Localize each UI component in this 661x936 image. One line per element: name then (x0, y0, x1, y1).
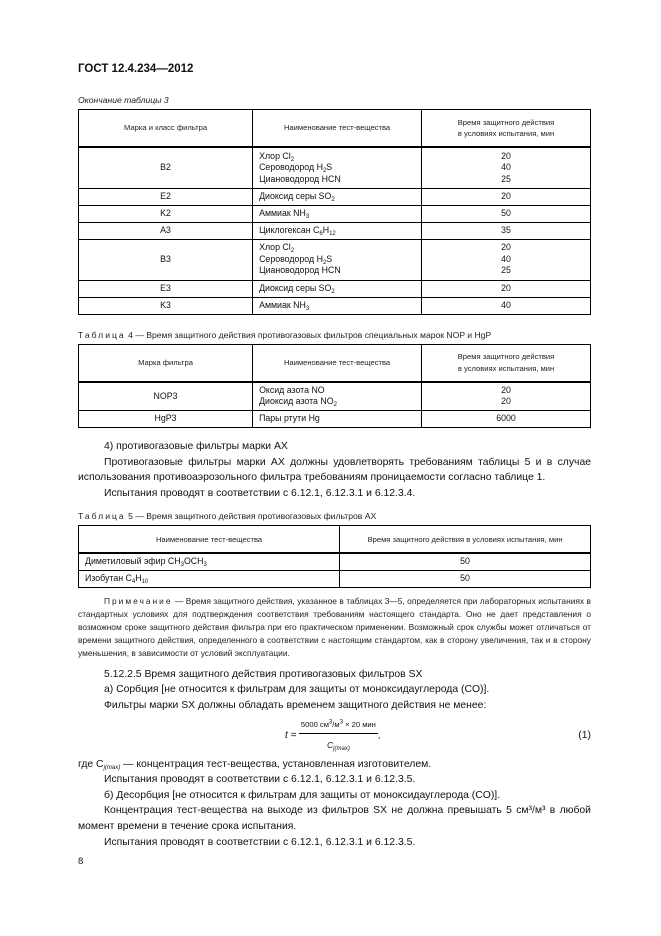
header-line: в условиях испытания, мин (457, 363, 555, 373)
header-line: Марка и класс фильтра (124, 123, 208, 133)
document-page (78, 0, 591, 868)
time-cell (422, 205, 591, 222)
substance (259, 265, 341, 275)
substance-cell (79, 570, 340, 587)
num-part: /м (332, 719, 340, 729)
filter-mark: E3 (79, 280, 253, 297)
den: C (326, 739, 334, 750)
subscript: 3 (180, 562, 184, 569)
table-3 (78, 109, 591, 315)
filter-mark: B3 (79, 239, 253, 280)
subscript: 6 (319, 230, 323, 237)
document-header: ГОСТ 12.4.234—2012 (78, 63, 194, 75)
substance (259, 413, 320, 423)
table4-caption (78, 329, 591, 341)
time-value: 20 (501, 242, 511, 253)
header-line: Наименование тест-вещества (283, 123, 391, 133)
table-4 (78, 344, 591, 429)
table-row (79, 297, 591, 314)
note-label: Примечание (104, 595, 173, 606)
formula-denominator (299, 734, 378, 751)
time-cell (422, 188, 591, 205)
column-header (79, 344, 253, 382)
paragraph: Концентрация тест-вещества на выходе из фильтров SX не должна превышать 5 см³/м³ в любой момент времени в течение срока испытания. (78, 805, 591, 833)
table5-caption (78, 510, 591, 522)
filter-mark: E2 (79, 188, 253, 205)
caption-label: Таблица (78, 329, 126, 340)
substance (259, 191, 335, 201)
substance (259, 242, 295, 255)
filter-mark: K3 (79, 297, 253, 314)
time-cell (422, 147, 591, 188)
substance (259, 225, 336, 235)
header-row (79, 344, 591, 382)
substance-cell (253, 280, 422, 297)
time-cell (422, 239, 591, 280)
subscript: 2 (322, 259, 327, 266)
header-line: в условиях испытания, мин (457, 129, 555, 138)
text: Хлор Cl (259, 150, 291, 161)
substance-cell (253, 297, 422, 314)
time-cell (422, 411, 591, 428)
text: — концентрация тест-вещества, установленная изготовителем. (120, 758, 432, 770)
caption-text: 5 — Время защитного действия противогазовых фильтров AX (128, 511, 377, 522)
time-cell (422, 382, 591, 411)
text: Изобутан C (85, 573, 132, 584)
time-value: 20 (501, 384, 511, 395)
num-part: × 20 мин (342, 719, 376, 729)
time-value: 35 (501, 224, 511, 235)
text: где C (78, 758, 104, 770)
subscript: 3 (305, 213, 310, 220)
text: Диметиловый эфир CH (85, 556, 181, 567)
paragraph: Фильтры марки SX должны обладать временем защитного действия не менее: (104, 700, 487, 712)
text: H (135, 573, 142, 584)
text: Аммиак NH (259, 299, 306, 310)
sub: j(max) (333, 745, 350, 752)
text: Диоксид азота NO (259, 396, 334, 407)
note (78, 595, 591, 660)
substance-cell (253, 205, 422, 222)
time-value: 20 (501, 282, 511, 293)
table-row (79, 222, 591, 239)
substance-cell (253, 382, 422, 411)
paragraph (78, 757, 591, 773)
time-value: 50 (501, 207, 511, 218)
note-text: — Время защитного действия, указанное в таблицах 3—5, определяется при лабораторных испытаниях в стандартных условиях для подтверждения соответствия требованиям настоящего стандарта. Оно не дает представления о возможном сроке защитного действия фильтра при его практическом применении. Возможный срок службы может отличаться от времени защитного действия, определенного в соответствии с настоящим стандартом, как в сторону увеличения, так и в сторону уменьшения, в зависимости от условий эксплуатации. (78, 595, 592, 658)
header-line: Наименование тест-вещества (283, 357, 391, 367)
substance-cell (253, 239, 422, 280)
text: S (326, 253, 333, 264)
table-row (79, 553, 591, 570)
subscript: 2 (331, 196, 335, 203)
table-row (79, 280, 591, 297)
time-value: 20 (501, 150, 511, 161)
column-header (79, 526, 340, 554)
filter-mark: K2 (79, 205, 253, 222)
table-row (79, 570, 591, 587)
sup: 3 (328, 719, 333, 726)
paragraph: б) Десорбция [не относится к фильтрам для защиты от моноксидауглерода (CO)]. (104, 789, 501, 801)
time-value: 25 (501, 265, 511, 276)
filter-mark: B2 (79, 147, 253, 188)
filter-mark: A3 (79, 222, 253, 239)
table3-caption: Окончание таблицы 3 (78, 95, 169, 105)
substance (259, 151, 294, 161)
subscript: 3 (203, 562, 207, 569)
formula-numerator (299, 720, 378, 734)
caption-label: Таблица (78, 511, 126, 522)
text: S (326, 162, 333, 172)
column-header (340, 526, 591, 554)
filter-mark: HgP3 (79, 411, 253, 428)
formula-number: (1) (578, 729, 591, 741)
substance (259, 396, 337, 409)
column-header (79, 110, 253, 148)
subscript: 2 (331, 288, 335, 295)
header-line: Наименование тест-вещества (155, 534, 263, 544)
text: H (322, 224, 330, 235)
header-line: Марка фильтра (138, 357, 193, 367)
num-part: 5000 см (300, 719, 329, 729)
time-value: 6000 (496, 413, 516, 424)
section-title: 5.12.2.5 Время защитного действия противогазовых фильтров SX (104, 668, 423, 680)
table-row (79, 382, 591, 411)
text: Аммиак NH (259, 207, 306, 218)
substance-cell (253, 188, 422, 205)
substance (259, 208, 309, 218)
substance (259, 300, 309, 310)
time-value: 40 (501, 299, 511, 310)
substance-cell (253, 222, 422, 239)
table-row (79, 188, 591, 205)
header-row (79, 526, 591, 554)
column-header (253, 344, 422, 382)
column-header (422, 344, 591, 382)
formula (285, 720, 380, 751)
paragraph: Противогазовые фильтры марки AX должны удовлетворять требованиям таблицы 5 и в случае использования противоаэрозольного фильтра требованиям проницаемости согласно таблице 1. (78, 456, 591, 484)
paragraph: Испытания проводят в соответствии с 6.12.1, 6.12.3.1 и 6.12.3.4. (104, 487, 416, 499)
substance-cell (253, 411, 422, 428)
paragraph: 4) противогазовые фильтры марки AX (104, 441, 288, 452)
text: Циановодород HCN (259, 265, 341, 276)
header-line: Время защитного действия (457, 352, 555, 361)
time-cell: 50 (340, 553, 591, 570)
table-5 (78, 525, 591, 588)
subscript: 10 (141, 579, 149, 586)
formula-fraction (299, 720, 378, 751)
table-row (79, 147, 591, 188)
time-value: 25 (501, 173, 511, 184)
time-value: 20 (501, 190, 511, 201)
substance-cell (79, 553, 340, 570)
substance (85, 556, 207, 569)
text: Диоксид серы SO (259, 190, 332, 201)
substance (85, 573, 149, 586)
page-number: 8 (78, 856, 84, 868)
substance (259, 162, 332, 172)
time-cell: 50 (340, 570, 591, 587)
table-row (79, 411, 591, 428)
sup: 3 (339, 719, 343, 726)
column-header (253, 110, 422, 148)
header-line: Время защитного действия в условиях испытания, мин (367, 534, 563, 544)
text: Хлор Cl (259, 242, 291, 253)
time-value: 40 (501, 253, 511, 264)
subscript: 2 (333, 402, 337, 409)
table-row (79, 205, 591, 222)
text: Циановодород HCN (259, 173, 341, 184)
subscript: 4 (131, 579, 136, 586)
paragraph: Испытания проводят в соответствии с 6.12.1, 6.12.3.1 и 6.12.3.5. (104, 774, 416, 786)
header-row (79, 110, 591, 148)
subscript: 2 (290, 156, 295, 163)
substance (259, 385, 325, 395)
paragraph: а) Сорбция [не относится к фильтрам для защиты от моноксидауглерода (CO)]. (104, 684, 490, 696)
comma: , (377, 729, 381, 740)
filter-mark: NOP3 (79, 382, 253, 411)
text: Сероводород H (259, 253, 323, 264)
text: Диоксид серы SO (259, 282, 332, 293)
time-cell (422, 280, 591, 297)
header-line: Время защитного действия (457, 117, 555, 127)
subscript: 3 (305, 305, 310, 312)
sub: j(max) (103, 764, 121, 771)
time-value: 20 (501, 396, 511, 407)
subscript: 12 (329, 230, 336, 237)
subscript: 2 (290, 248, 295, 255)
table-row (79, 239, 591, 280)
time-cell (422, 297, 591, 314)
text: Пары ртути Hg (259, 413, 320, 424)
substance (259, 283, 335, 293)
substance-cell (253, 147, 422, 188)
time-value: 40 (501, 162, 511, 172)
text: OCH (183, 556, 204, 567)
substance (259, 254, 332, 264)
text: Циклогексан C (259, 224, 320, 235)
time-cell (422, 222, 591, 239)
subscript: 2 (322, 168, 327, 174)
column-header (422, 110, 591, 148)
paragraph: Испытания проводят в соответствии с 6.12.1, 6.12.3.1 и 6.12.3.5. (104, 836, 416, 848)
text: Оксид азота NO (259, 384, 325, 395)
caption-text: 4 — Время защитного действия противогазовых фильтров специальных марок NOP и HgP (128, 329, 492, 340)
formula-lhs: t = (285, 729, 297, 741)
formula-row (78, 720, 591, 751)
substance (259, 174, 341, 184)
text: Сероводород H (259, 162, 323, 172)
